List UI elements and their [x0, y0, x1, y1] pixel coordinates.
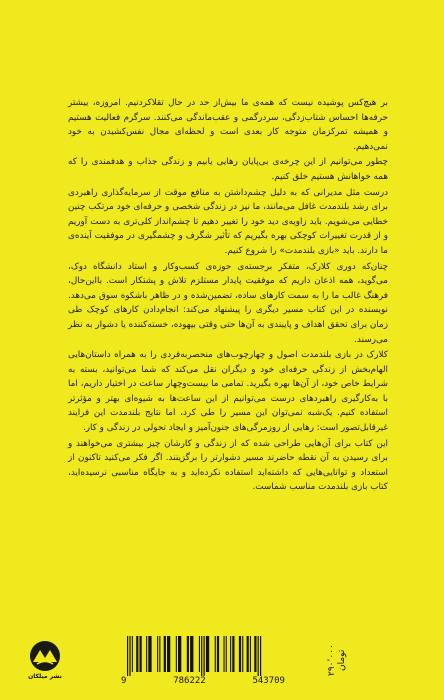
- price-label: ۲۹۰٬۰۰۰ تومان: [327, 644, 347, 676]
- barcode-bar: [226, 636, 227, 672]
- blurb-paragraph-4: چنان‌که دوری کلارک، متفکر برجسته‌ی حوزه‌ی کسب‌وکار و استاد دانشگاه دوک، می‌گوید، همه اذعان داریم که موفقیت پایدار مستلزم تلاش و پشتکار است. بااین‌حال، فرهنگ غالب ما را به سمت کارهای ساده، تضمین‌شده و در ظاهر باشکوه سوق می‌دهد. نویسنده در این کتاب مسیر دیگری را پیشنهاد می‌کند: انجام‌دادن کارهای کوچک طی زمان برای تحقق اهداف و پایبندی به آن‌ها حتی وقتی بیهوده، خسته‌کننده یا دشوار به نظر می‌رسند.: [68, 261, 388, 345]
- barcode-bar: [224, 636, 225, 672]
- barcode-bar: [206, 636, 209, 672]
- barcode-bar: [190, 636, 193, 672]
- barcode-bar: [199, 636, 200, 672]
- barcode-bar: [167, 636, 170, 672]
- back-cover-blurb: [68, 96, 388, 496]
- barcode-digit-group-2: 786222: [173, 676, 206, 686]
- barcode-digits: [117, 676, 289, 686]
- barcode-bar: [217, 636, 219, 672]
- barcode-bar: [242, 636, 243, 672]
- barcode-bar: [127, 636, 128, 676]
- barcode-bar: [254, 636, 256, 672]
- publisher-logo-icon: [27, 640, 63, 672]
- barcode-bar: [132, 636, 133, 672]
- barcode-bar: [136, 636, 138, 672]
- barcode-bar: [157, 636, 158, 672]
- barcode-digit-group-3: 543709: [252, 676, 285, 686]
- barcode-bar: [239, 636, 241, 672]
- barcode-bar: [176, 636, 177, 672]
- barcode-bar: [201, 636, 202, 676]
- barcode-bars: [125, 636, 281, 676]
- barcode-bar: [140, 636, 142, 672]
- barcode-bar: [187, 636, 189, 672]
- publisher-name: نشر میلکان: [28, 673, 62, 680]
- blurb-paragraph-5: کلارک در بازی بلندمدت اصول و چهارچوب‌های منحصربه‌فردی را به همراه داستان‌هایی الهام‌بخش از زندگی حرفه‌ای خود و دیگران نقل می‌کند که شما می‌توانید، بسته به شرایط خاص خود، از آن‌ها بهره بگیرید. تمامی ما بیست‌وچهار ساعت در اختیار داریم، اما با به‌کارگیری راهبردهای درست می‌توانیم از این ساعت‌ها به شیوه‌ای بهتر و مؤثرتر استفاده کنیم. یک‌شبه نمی‌توان این مسیر را طی کرد، اما نتایج بلندمدت این فرایند غیرقابل‌تصور است: رهایی از روزمرگی‌های جنون‌آمیز و ایجاد تحولی در زندگی و کار.: [68, 350, 388, 434]
- barcode-bar: [178, 636, 181, 672]
- barcode-bar: [230, 636, 231, 672]
- barcode-bar: [232, 636, 234, 672]
- barcode-bar: [129, 636, 130, 676]
- barcode-bar: [215, 636, 216, 672]
- blurb-paragraph-2: چطور می‌توانیم از این چرخه‌ی بی‌پایان رهایی یابیم و زندگی جذاب و هدفمندی را که همه خواهانش هستیم خلق کنیم.: [68, 157, 388, 182]
- barcode-bar: [148, 636, 151, 672]
- barcode-bar: [146, 636, 147, 672]
- barcode-bar: [164, 636, 166, 672]
- barcode-digit-group-1: 9: [121, 676, 127, 686]
- blurb-paragraph-3: درست مثل مدیرانی که به دلیل چشم‌داشتن به منافع موقت از سرمایه‌گذاری راهبردی برای رشد بلندمدت غافل می‌مانند، ما نیز در زندگی شخصی و حرفه‌ای خود مرتکب چنین خطایی می‌شویم. باید زاویه‌ی دید خود را تغییر دهیم تا چشم‌انداز کلی‌تری به دست آوریم و از قدرت تغییرات کوچکی بهره بگیریم که تأثیر شگرف و چشمگیری در موفقیت آینده‌ی ما دارند. باید «بازی بلندمدت» را شروع کنیم.: [68, 187, 388, 256]
- barcode-bar: [250, 636, 251, 672]
- barcode-bar: [260, 636, 261, 676]
- barcode-bar: [258, 636, 259, 676]
- publisher-logo: [27, 640, 63, 684]
- barcode-bar: [247, 636, 249, 672]
- barcode-bar: [204, 636, 205, 676]
- blurb-paragraph-1: بر هیچ‌کس پوشیده نیست که همه‌ی ما بیش‌از حد در حال تقلاکردنیم. امروزه، بیشتر حرفه‌ها احساس شتاب‌زدگی، سردرگمی و عقب‌ماندگی می‌کنند. سرگرم فعالیت هستیم و همیشه تمرکزمان متوجه کار بعدی است و لحظه‌ای مجال نفس‌کشیدن به خود نمی‌دهیم.: [68, 98, 388, 152]
- barcode-bar: [159, 636, 160, 672]
- blurb-paragraph-6: این کتاب برای آن‌هایی طراحی شده که از زندگی و کارشان چیز بیشتری می‌خواهند و برای رسیدن به آن نقطه حاضرند مسیر دشوارتر را برگزینند. اگر فکر می‌کنید تاکنون از استعداد و توانایی‌هایی که داشته‌اید استفاده نکرده‌اید و به جایگاه مناسبی نرسیده‌اید، کتاب بازی بلندمدت مناسب شماست.: [68, 438, 388, 493]
- isbn-barcode: [117, 632, 289, 690]
